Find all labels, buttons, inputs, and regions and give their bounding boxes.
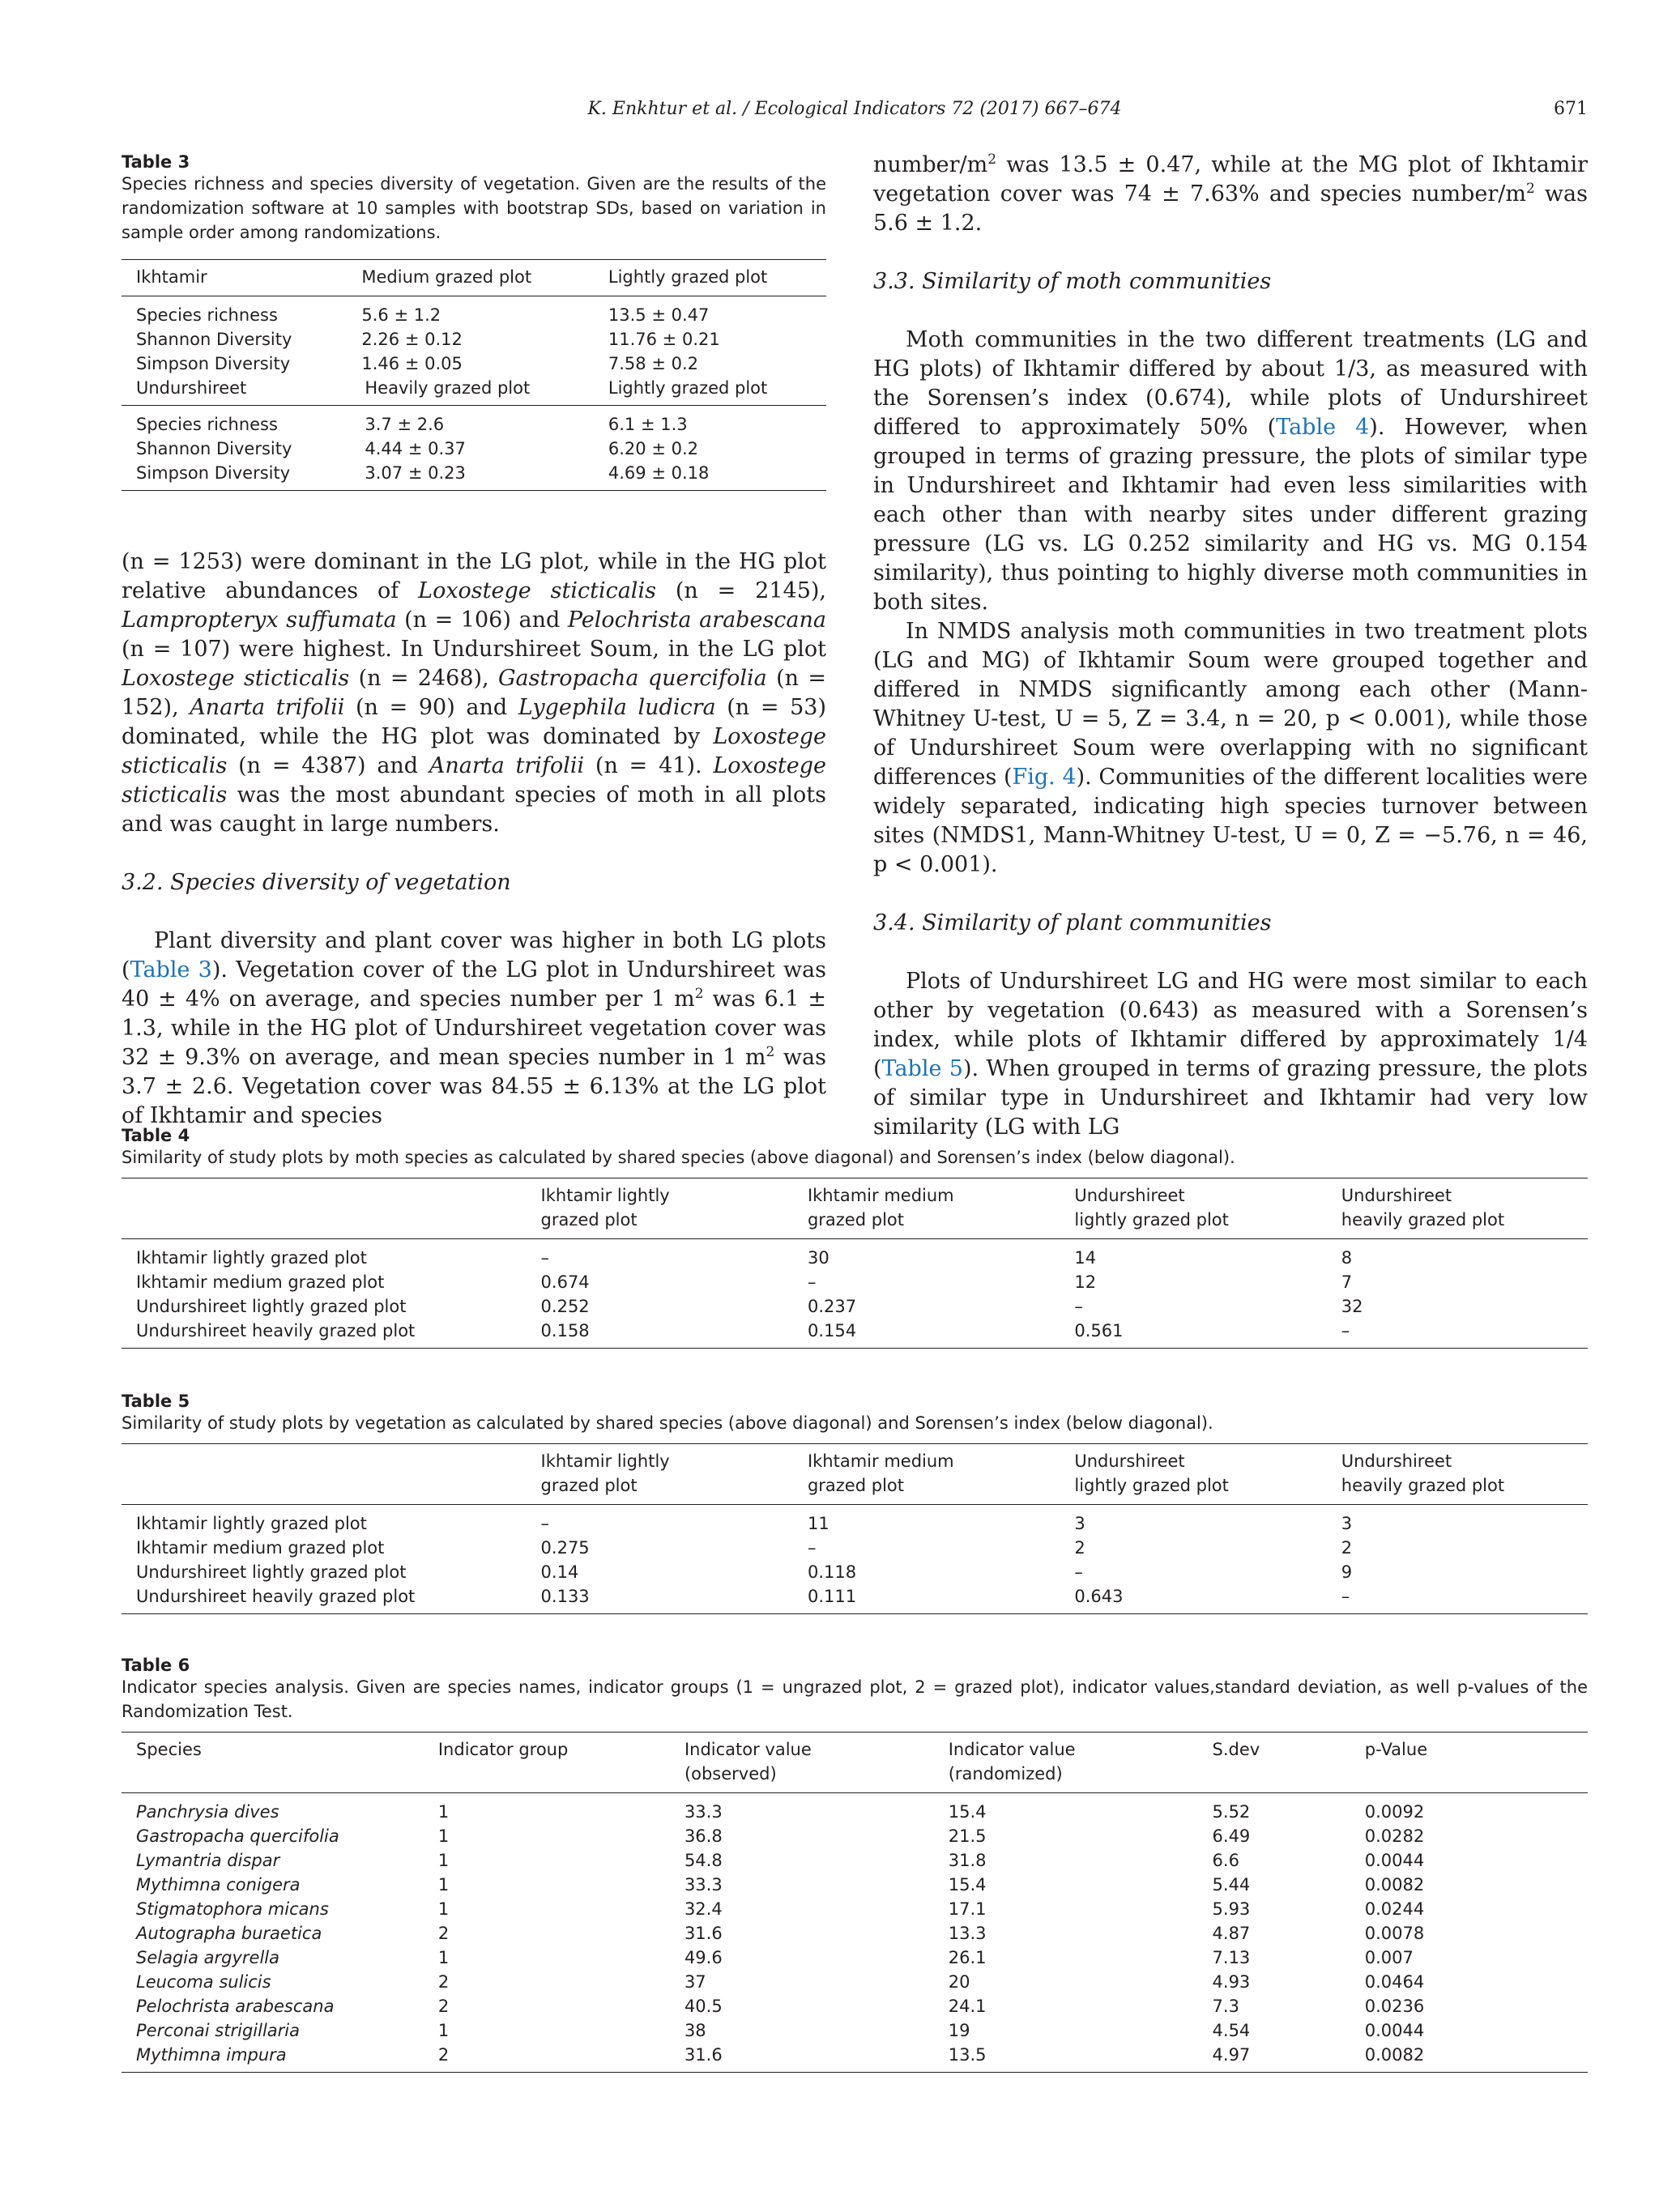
table-title: Table 6 — [122, 1656, 190, 1675]
section-heading: 3.2. Species diversity of vegetation — [122, 870, 511, 895]
data-table — [122, 1178, 1588, 1349]
column-header: Undurshireet lightly grazed plot — [1074, 1451, 1229, 1495]
table-link[interactable]: Table 5 — [881, 1056, 963, 1081]
paragraph: Plots of Undurshireet LG and HG were most similar to each other by vegetation (0.643) as measured with a Sorensen’s index, while plots of Ikhtamir differed by approximately 1/4 (Table 5). When grouped in terms of grazing pressure, the plots of similar type in Undurshireet and Ikhtamir had very low similarity (LG with LG — [873, 969, 1589, 1140]
table-caption: Similarity of study plots by vegetation as calculated by shared species (above diagonal) and Sorensen’s index (below diagonal). — [122, 1413, 1213, 1433]
table-row: Ikhtamir lightly grazed plot – 11 3 3 — [136, 1514, 1353, 1533]
table-row: Autographa buraetica 2 31.6 13.3 4.87 0.0078 — [136, 1924, 1425, 1943]
table-caption: Indicator species analysis. Given are species names, indicator groups (1 = ungrazed plot, 2 = grazed plot), indicator values,standard deviation, as well p-values of the Randomization Test. — [122, 1677, 1588, 1721]
figure-link[interactable]: Fig. 4 — [1012, 765, 1077, 790]
table-row: Undurshireet heavily grazed plot 0.158 0.154 0.561 – — [136, 1321, 1350, 1340]
table-row: Simpson Diversity 1.46 ± 0.05 7.58 ± 0.2 — [136, 354, 698, 373]
table-6 — [122, 1656, 1588, 2073]
column-header: Undurshireet lightly grazed plot — [1074, 1186, 1229, 1230]
table-row: Undurshireet heavily grazed plot 0.133 0.111 0.643 – — [136, 1587, 1350, 1606]
table-caption: Species richness and species diversity of vegetation. Given are the results of the randomization software at 10 samples with bootstrap SDs, based on variation in sample order among randomizations. — [122, 174, 826, 242]
table-row: Mythimna impura 2 31.6 13.5 4.97 0.0082 — [136, 2045, 1425, 2065]
column-header: Ikhtamir medium grazed plot — [807, 1186, 954, 1230]
running-header — [122, 99, 1588, 128]
page-number: 671 — [1554, 99, 1588, 119]
column-header: Ikhtamir lightly grazed plot — [540, 1451, 670, 1495]
paragraph: (n = 1253) were dominant in the LG plot, while in the HG plot relative abundances of Loxostege sticticalis (n = 2145), Lampropteryx suffumata (n = 106) and Pelochrista arabescana (n = 107) were highest. In Undurshireet Soum, in the LG plot Loxostege sticticalis (n = 2468), Gastropacha quercifolia (n = 152), Anarta trifolii (n = 90) and Lygephila ludicra (n = 53) dominated, while the HG plot was dominated by Loxostege sticticalis (n = 4387) and Anarta trifolii (n = 41). Loxostege sticticalis was the most abundant species of moth in all plots and was caught in large numbers. — [122, 549, 827, 837]
table-row: Panchrysia dives 1 33.3 15.4 5.52 0.0092 — [136, 1802, 1425, 1822]
table-row: Ikhtamir medium grazed plot 0.674 – 12 7 — [136, 1272, 1353, 1292]
column-header — [122, 1444, 527, 1505]
table-row: Perconai strigillaria 1 38 19 4.54 0.0044 — [136, 2021, 1425, 2040]
data-table — [122, 1443, 1588, 1614]
column-header: Species — [136, 1740, 202, 1759]
table-row: Undurshireet lightly grazed plot 0.14 0.118 – 9 — [136, 1562, 1353, 1582]
paragraph: number/$m^2$ was 13.5 ± 0.47, while at the MG plot of Ikhtamir vegetation cover was 74 ± 7.63% and species number/$m^2$ was 5.6 ± 1.2. — [873, 151, 1588, 236]
table-row: Gastropacha quercifolia 1 36.8 21.5 6.49 0.0282 — [136, 1826, 1425, 1846]
table-subheader: Undurshireet Heavily grazed plot Lightly grazed plot — [136, 378, 768, 398]
table-5 — [122, 1392, 1588, 1614]
table-row: Ikhtamir medium grazed plot 0.275 – 2 2 — [136, 1538, 1353, 1558]
column-header: Ikhtamir medium grazed plot — [807, 1451, 954, 1495]
table-row: Lymantria dispar 1 54.8 31.8 6.6 0.0044 — [136, 1851, 1425, 1870]
column-header: Indicator group — [437, 1740, 569, 1759]
table-title: Table 5 — [122, 1392, 190, 1411]
table-3 — [122, 152, 826, 491]
right-column-text — [873, 151, 1588, 1142]
column-header: Medium grazed plot — [361, 267, 532, 287]
left-column-text — [122, 548, 826, 1131]
column-header: S.dev — [1212, 1740, 1260, 1759]
journal-citation: K. Enkhtur et al. / Ecological Indicators 72 (2017) 667–674 — [587, 99, 1122, 119]
data-table — [122, 1732, 1588, 2073]
column-header — [122, 1178, 527, 1239]
column-header: Indicator value (observed) — [684, 1740, 812, 1784]
paragraph: Moth communities in the two different treatments (LG and HG plots) of Ikhtamir differed by about 1/3, as measured with the Sorensen’s index (0.674), while plots of Undurshireet differed to approximately 50% (Table 4). However, when grouped in terms of grazing pressure, the plots of similar type in Undurshireet and Ikhtamir had even less similarities with each other than with nearby sites under different grazing pressure (LG vs. LG 0.252 similarity and HG vs. MG 0.154 similarity), thus pointing to highly diverse moth communities in both sites. — [873, 327, 1589, 615]
column-header: Undurshireet heavily grazed plot — [1341, 1186, 1505, 1230]
column-header: p-Value — [1364, 1740, 1428, 1759]
table-row: Species richness 3.7 ± 2.6 6.1 ± 1.3 — [122, 406, 826, 437]
table-4 — [122, 1126, 1588, 1349]
table-row: Simpson Diversity 3.07 ± 0.23 4.69 ± 0.18 — [136, 463, 710, 483]
data-table — [122, 259, 826, 491]
column-header: Undurshireet heavily grazed plot — [1341, 1451, 1505, 1495]
section-heading: 3.4. Similarity of plant communities — [873, 910, 1272, 936]
table-row: Shannon Diversity 4.44 ± 0.37 6.20 ± 0.2 — [136, 439, 698, 458]
column-header: Lightly grazed plot — [608, 267, 768, 287]
table-row: Pelochrista arabescana 2 40.5 24.1 7.3 0.0236 — [136, 1997, 1425, 2016]
table-link[interactable]: Table 4 — [1276, 415, 1370, 440]
paragraph: Plant diversity and plant cover was higher in both LG plots (Table 3). Vegetation cover of the LG plot in Undurshireet was 40 ± 4% on average, and species number per 1 $m^2$ was 6.1 ± 1.3, while in the HG plot of Undurshireet vegetation cover was 32 ± 9.3% on average, and mean species number in 1 $m^2$ was 3.7 ± 2.6. Vegetation cover was 84.55 ± 6.13% at the LG plot of Ikhtamir and species — [122, 928, 827, 1128]
table-title: Table 3 — [122, 152, 190, 172]
paragraph: In NMDS analysis moth communities in two treatment plots (LG and MG) of Ikhtamir Soum were grouped together and differed in NMDS significantly among each other (Mann-Whitney U-test, U = 5, Z = 3.4, n = 20, p < 0.001), while those of Undurshireet Soum were overlapping with no significant differences (Fig. 4). Communities of the different localities were widely separated, indicating high species turnover between sites (NMDS1, Mann-Whitney U-test, U = 0, Z = −5.76, n = 46, p < 0.001). — [873, 619, 1588, 877]
table-row: Species richness 5.6 ± 1.2 13.5 ± 0.47 — [136, 305, 710, 325]
table-caption: Similarity of study plots by moth species as calculated by shared species (above diagonal) and Sorensen’s index (below diagonal). — [122, 1148, 1235, 1167]
table-row: Shannon Diversity 2.26 ± 0.12 11.76 ± 0.21 — [136, 330, 720, 349]
table-row: Selagia argyrella 1 49.6 26.1 7.13 0.007 — [136, 1948, 1414, 1967]
column-header: Ikhtamir — [136, 267, 207, 287]
column-header: Indicator value (randomized) — [948, 1740, 1076, 1784]
section-heading: 3.3. Similarity of moth communities — [873, 269, 1272, 294]
table-title: Table 4 — [122, 1126, 190, 1145]
table-row: Stigmatophora micans 1 32.4 17.1 5.93 0.0244 — [136, 1899, 1425, 1919]
table-row: Mythimna conigera 1 33.3 15.4 5.44 0.0082 — [136, 1875, 1425, 1894]
table-row: Undurshireet lightly grazed plot 0.252 0.237 – 32 — [136, 1297, 1363, 1316]
table-row: Ikhtamir lightly grazed plot – 30 14 8 — [136, 1248, 1353, 1268]
table-link[interactable]: Table 3 — [130, 957, 212, 982]
table-row: Leucoma sulicis 2 37 20 4.93 0.0464 — [136, 1972, 1425, 1992]
column-header: Ikhtamir lightly grazed plot — [540, 1186, 670, 1230]
